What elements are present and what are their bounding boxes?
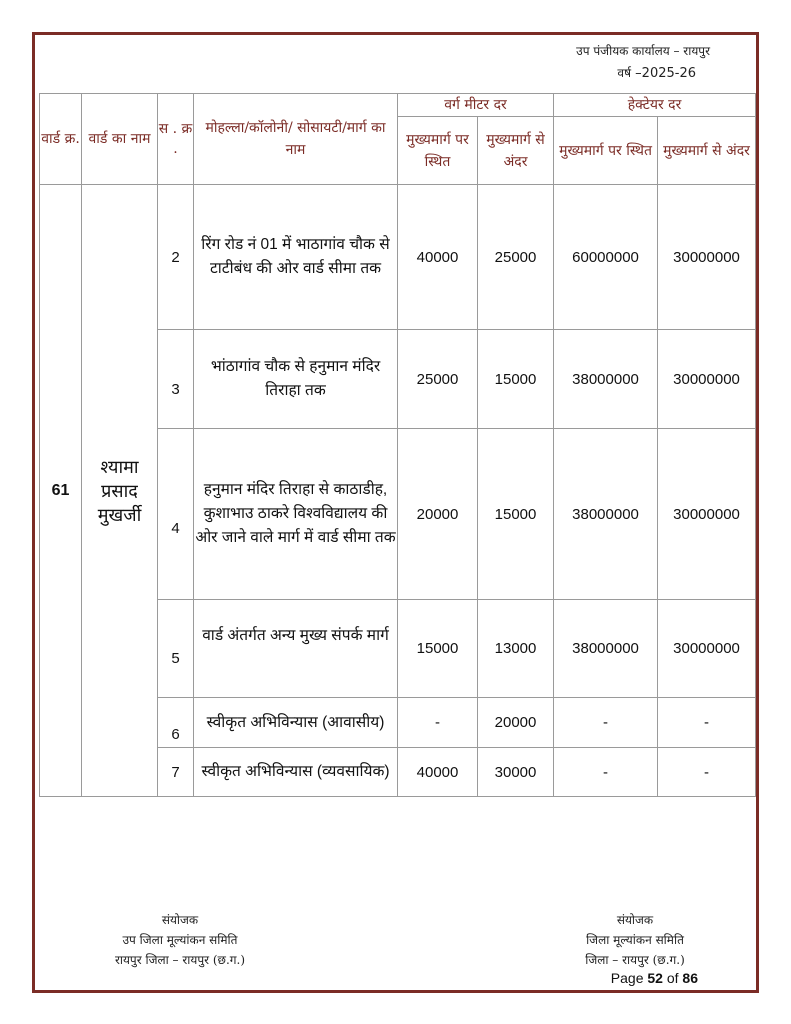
signature-right-committee: जिला मूल्यांकन समिति [586,933,684,947]
page-label: Page [610,970,644,986]
serial-cell: 7 [158,748,194,797]
header-sqm-group: वर्ग मीटर दर [398,94,554,117]
ward-number: 61 [40,185,82,797]
signature-left-committee: उप जिला मूल्यांकन समिति [122,933,238,947]
header-locality: मोहल्ला/कॉलोनी/ सोसायटी/मार्ग का नाम [194,94,398,185]
year-line [520,64,696,81]
header-serial: स . क्र . [158,94,194,185]
ha-inside-cell: - [658,748,756,797]
sqm-inside-cell: 30000 [478,748,554,797]
page-of: of [666,970,679,986]
locality-cell: स्वीकृत अभिविन्यास (आवासीय) [194,698,398,748]
sqm-main-cell: 40000 [398,185,478,330]
sqm-main-cell: 15000 [398,600,478,698]
sqm-inside-cell: 13000 [478,600,554,698]
year-label: वर्ष [617,66,632,80]
header-hectare-group: हेक्टेयर दर [554,94,756,117]
signature-left-location: रायपुर जिला – रायपुर (छ.ग.) [114,953,246,967]
serial-cell: 2 [158,185,194,330]
header-sqm-inside: मुख्यमार्ग से अंदर [478,117,554,185]
sqm-inside-cell: 15000 [478,429,554,600]
locality-cell: हनुमान मंदिर तिराहा से काठाडीह, कुशाभाउ ठाकरे विश्वविद्यालय की ओर जाने वाले मार्ग में वार्ड सीमा तक [194,429,398,600]
signature-right-title: संयोजक [616,913,654,927]
page-current: 52 [647,970,663,986]
locality-cell: भांठागांव चौक से हनुमान मंदिर तिराहा तक [194,330,398,429]
ha-inside-cell: 30000000 [658,429,756,600]
sqm-main-cell: 20000 [398,429,478,600]
sqm-main-cell: 40000 [398,748,478,797]
signature-right [540,910,730,970]
ha-main-cell: 38000000 [554,330,658,429]
sqm-inside-cell: 15000 [478,330,554,429]
ha-main-cell: 38000000 [554,600,658,698]
header-ward-name: वार्ड का नाम [82,94,158,185]
sqm-main-cell: - [398,698,478,748]
ward-name: श्यामा प्रसाद मुखर्जी [82,185,158,797]
header-ha-inside: मुख्यमार्ग से अंदर [658,117,756,185]
header-sqm-main: मुख्यमार्ग पर स्थित [398,117,478,185]
office-title: उप पंजीयक कार्यालय – रायपुर [576,44,710,58]
rates-table [39,93,756,797]
ha-main-cell: 38000000 [554,429,658,600]
serial-cell: 3 [158,330,194,429]
year-value: –2025-26 [635,66,696,81]
sqm-inside-cell: 25000 [478,185,554,330]
ha-inside-cell: 30000000 [658,185,756,330]
ha-main-cell: - [554,698,658,748]
ha-main-cell: 60000000 [554,185,658,330]
locality-cell: स्वीकृत अभिविन्यास (व्यवसायिक) [194,748,398,797]
ha-inside-cell: 30000000 [658,600,756,698]
ha-inside-cell: 30000000 [658,330,756,429]
sqm-main-cell: 25000 [398,330,478,429]
sqm-inside-cell: 20000 [478,698,554,748]
locality-cell: वार्ड अंतर्गत अन्य मुख्य संपर्क मार्ग [194,600,398,698]
page-number [560,970,698,986]
serial-cell: 4 [158,429,194,600]
signature-right-location: जिला – रायपुर (छ.ग.) [585,953,685,967]
page-total: 86 [682,970,698,986]
header-ward-no: वार्ड क्र. [40,94,82,185]
serial-cell: 6 [158,698,194,748]
signature-left-title: संयोजक [161,913,199,927]
signature-left [75,910,285,970]
ha-inside-cell: - [658,698,756,748]
ha-main-cell: - [554,748,658,797]
serial-cell: 5 [158,600,194,698]
header-ha-main: मुख्यमार्ग पर स्थित [554,117,658,185]
table-row [40,185,756,330]
locality-cell: रिंग रोड नं 01 में भाठागांव चौक से टाटीबंध की ओर वार्ड सीमा तक [194,185,398,330]
